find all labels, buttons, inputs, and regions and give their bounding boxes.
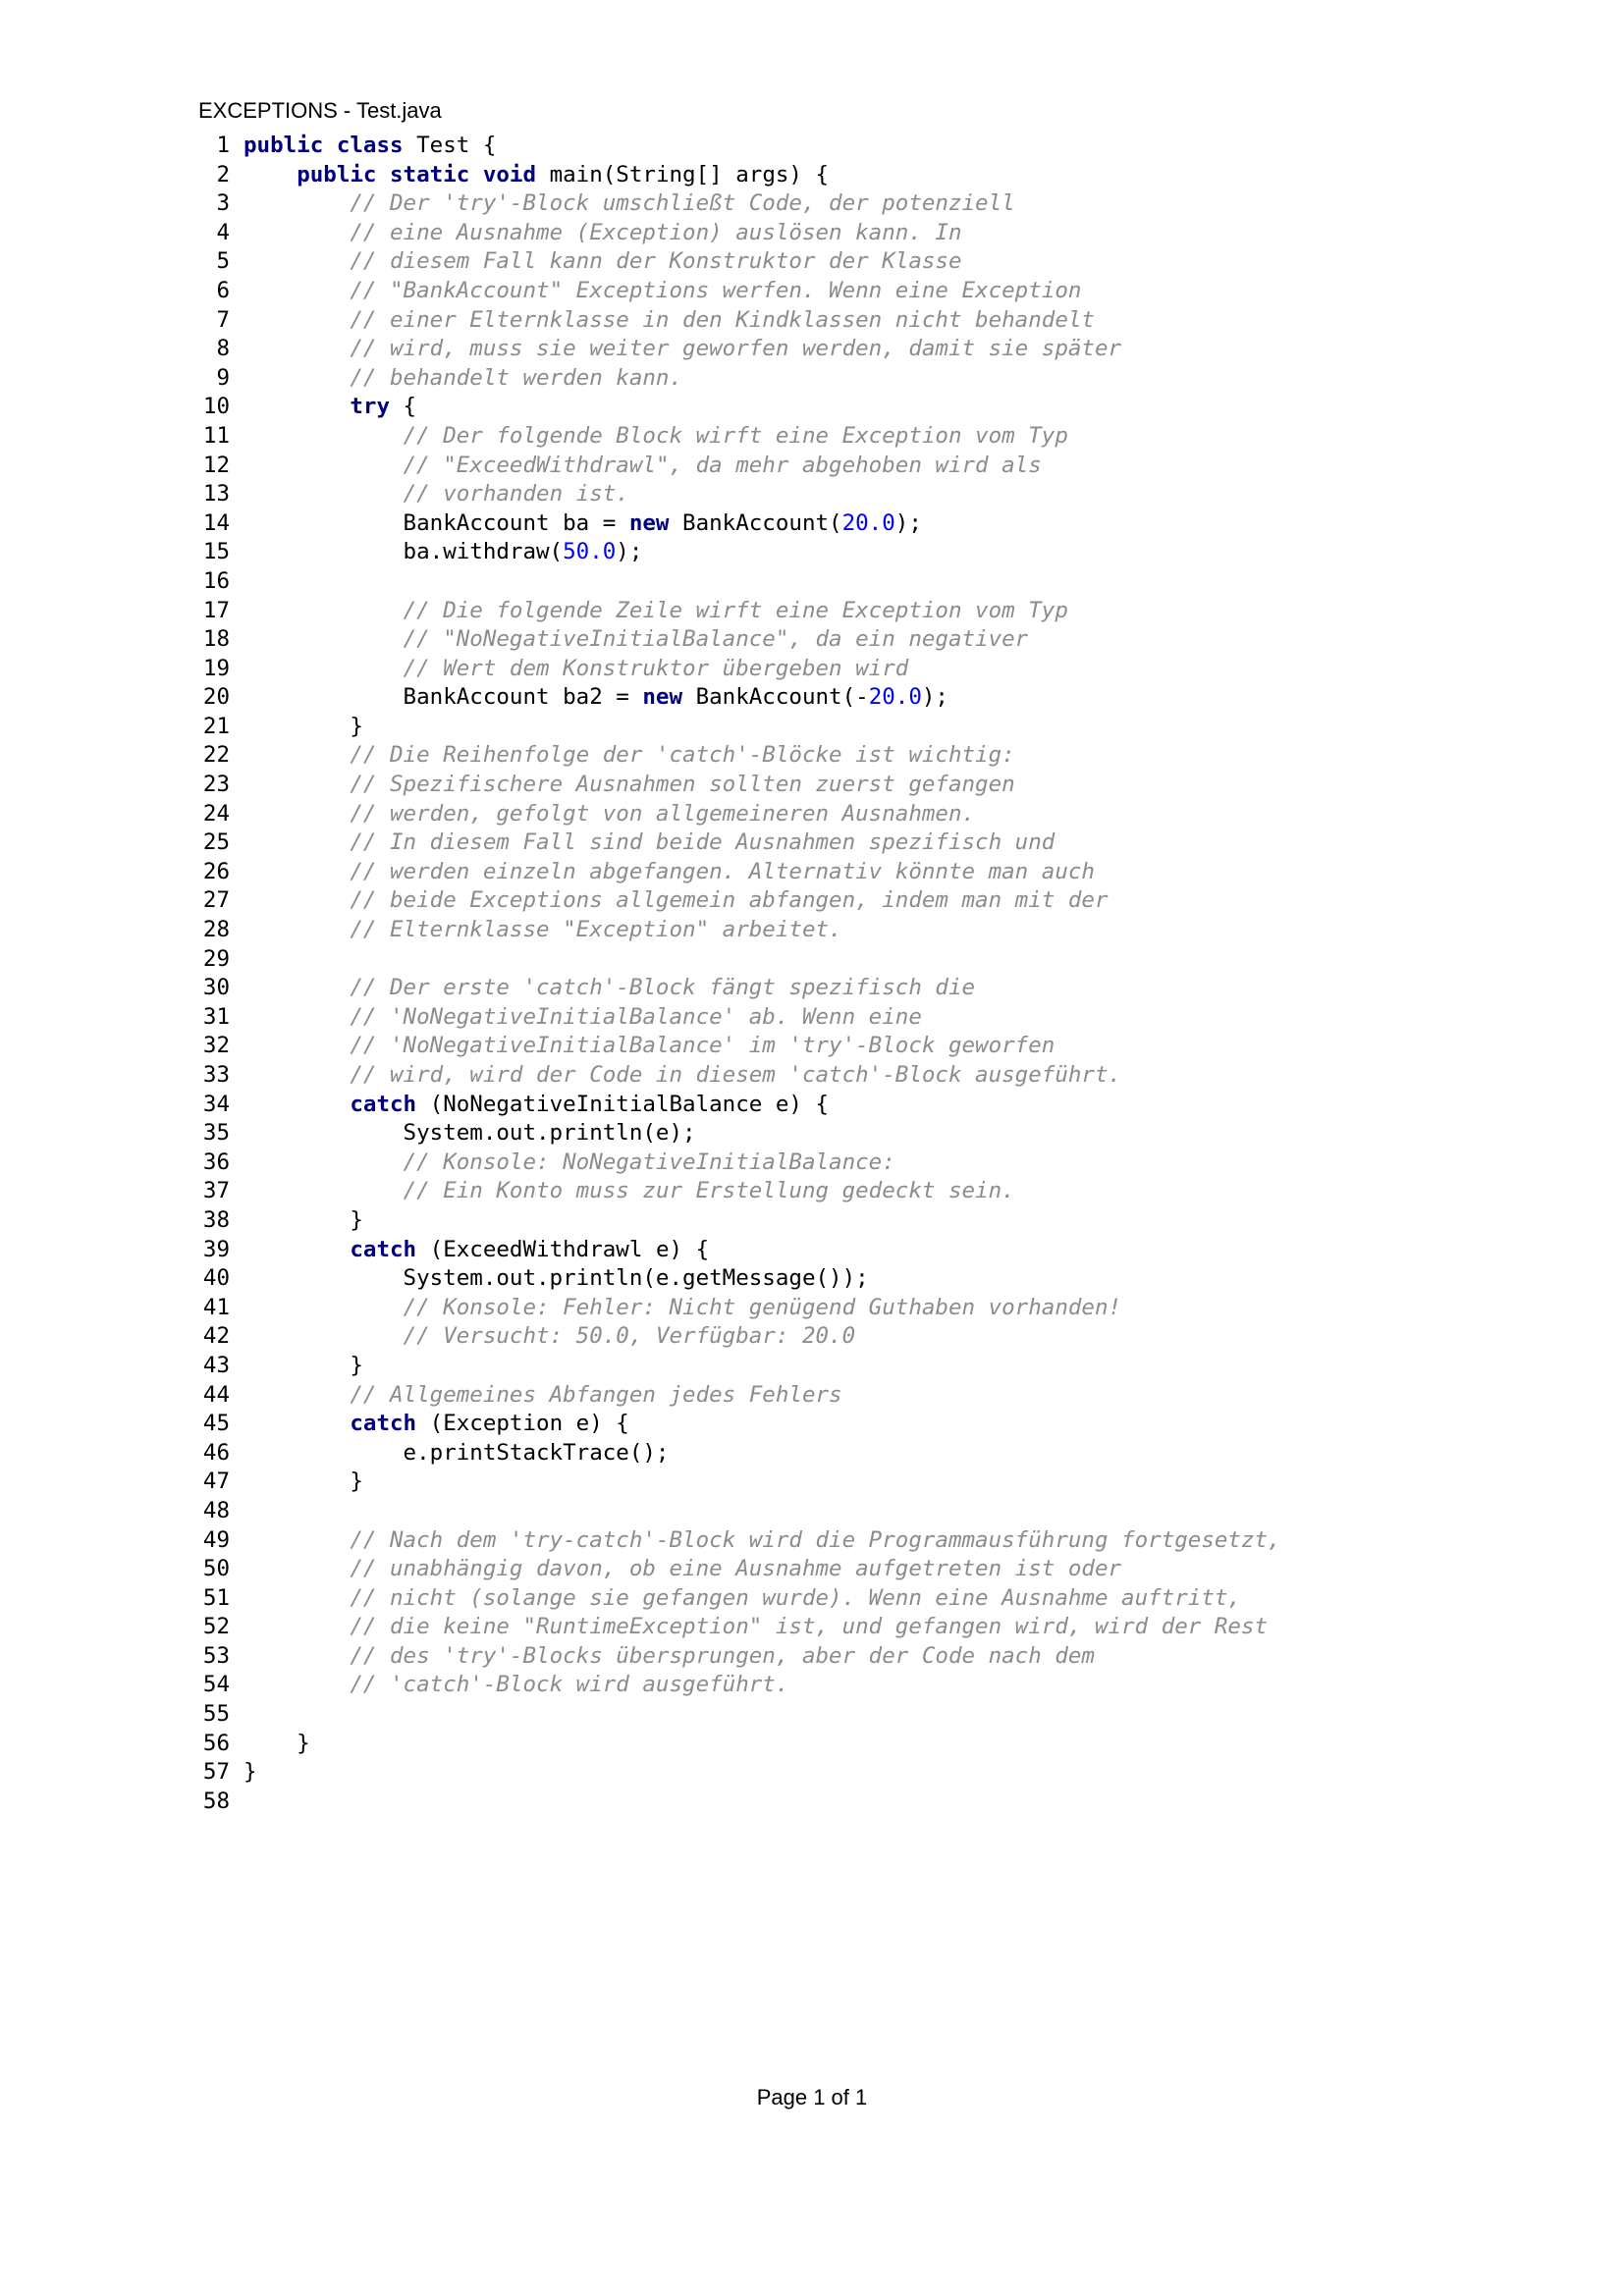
code-listing — [200, 132, 1281, 1816]
code-text: } — [244, 713, 363, 739]
line-number: 31 — [202, 1003, 230, 1030]
code-text: // Der erste 'catch'-Block fängt spezifisch die — [350, 975, 976, 1001]
code-line — [200, 625, 1029, 655]
line-number: 41 — [202, 1294, 230, 1320]
code-text: // des 'try'-Blocks übersprungen, aber der Code nach dem — [350, 1642, 1095, 1669]
line-number: 11 — [202, 422, 230, 449]
line-number: 36 — [202, 1148, 230, 1175]
code-text: // beide Exceptions allgemein abfangen, indem man mit der — [350, 887, 1109, 914]
code-line — [200, 277, 1082, 306]
code-text: // Allgemeines Abfangen jedes Fehlers — [350, 1381, 842, 1408]
line-number: 12 — [202, 452, 230, 478]
code-text: // "BankAccount" Exceptions werfen. Wenn eine Exception — [350, 277, 1082, 303]
code-text: try { — [350, 394, 417, 420]
line-number: 16 — [202, 567, 230, 594]
code-line — [200, 132, 497, 161]
code-text: // Konsole: NoNegativeInitialBalance: — [403, 1148, 895, 1175]
code-line — [200, 597, 1068, 626]
code-line — [200, 1555, 1122, 1584]
code-text: } — [244, 1759, 257, 1786]
code-text: // Elternklasse "Exception" arbeitet. — [350, 917, 842, 943]
line-number: 35 — [202, 1120, 230, 1147]
code-line — [200, 1294, 1122, 1323]
line-number: 55 — [202, 1701, 230, 1728]
code-line — [200, 1758, 257, 1788]
line-number: 37 — [202, 1178, 230, 1204]
code-text: System.out.println(e); — [244, 1120, 696, 1147]
code-line — [200, 364, 683, 394]
code-text: // behandelt werden kann. — [350, 364, 683, 391]
line-number: 47 — [202, 1468, 230, 1495]
line-number: 6 — [216, 277, 230, 303]
code-text: // 'NoNegativeInitialBalance' im 'try'-Block geworfen — [350, 1033, 1056, 1059]
line-number: 56 — [202, 1730, 230, 1756]
line-number: 33 — [202, 1062, 230, 1088]
line-number: 4 — [216, 219, 230, 245]
line-number: 27 — [202, 887, 230, 914]
code-line — [200, 393, 417, 422]
line-number: 38 — [202, 1206, 230, 1233]
line-number: 42 — [202, 1323, 230, 1350]
line-number: 23 — [202, 772, 230, 798]
code-text: // Die folgende Zeile wirft eine Exception vom Typ — [403, 597, 1068, 623]
code-text: // Nach dem 'try-catch'-Block wird die Programmausführung fortgesetzt, — [350, 1526, 1281, 1553]
code-line — [200, 1177, 1015, 1206]
line-number: 45 — [202, 1411, 230, 1437]
code-line — [200, 1148, 895, 1178]
code-line — [200, 219, 962, 248]
code-text: // diesem Fall kann der Konstruktor der Klasse — [350, 248, 962, 275]
line-number: 25 — [202, 829, 230, 856]
code-text: // Ein Konto muss zur Erstellung gedeckt sein. — [403, 1178, 1015, 1204]
code-text: } — [244, 1352, 363, 1378]
code-line — [200, 1642, 1095, 1672]
line-number: 1 — [216, 133, 230, 158]
line-number: 30 — [202, 975, 230, 1001]
code-text: // werden einzeln abgefangen. Alternativ könnte man auch — [350, 858, 1095, 884]
code-line — [200, 945, 230, 975]
code-line — [200, 800, 976, 829]
code-line — [200, 567, 230, 597]
code-text: // Die Reihenfolge der 'catch'-Blöcke ist wichtig: — [350, 742, 1015, 769]
code-text: // 'NoNegativeInitialBalance' ab. Wenn eine — [350, 1003, 922, 1030]
code-line — [200, 1526, 1281, 1556]
line-number: 29 — [202, 945, 230, 972]
code-text: // eine Ausnahme (Exception) auslösen kann. In — [350, 219, 962, 245]
code-text: // einer Elternklasse in den Kindklassen nicht behandelt — [350, 306, 1095, 333]
code-line — [200, 1322, 856, 1352]
code-line — [200, 683, 948, 713]
line-number: 22 — [202, 742, 230, 769]
line-number: 10 — [202, 394, 230, 420]
code-line — [200, 858, 1095, 887]
code-line — [200, 655, 909, 684]
line-number: 19 — [202, 655, 230, 681]
line-number: 44 — [202, 1381, 230, 1408]
line-number: 20 — [202, 684, 230, 711]
code-text: // In diesem Fall sind beide Ausnahmen spezifisch und — [350, 829, 1056, 856]
line-number: 17 — [202, 597, 230, 623]
line-number: 51 — [202, 1584, 230, 1611]
code-line — [200, 247, 962, 277]
line-number: 54 — [202, 1672, 230, 1698]
code-text: } — [244, 1206, 363, 1233]
code-text: // Spezifischere Ausnahmen sollten zuerst gefangen — [350, 772, 1015, 798]
code-line — [200, 1381, 842, 1411]
code-text: // vorhanden ist. — [403, 481, 629, 507]
line-number: 24 — [202, 800, 230, 827]
line-number: 26 — [202, 858, 230, 884]
code-text: System.out.println(e.getMessage()); — [244, 1265, 869, 1292]
code-line — [200, 1439, 670, 1468]
line-number: 58 — [202, 1788, 230, 1814]
code-line — [200, 886, 1109, 916]
line-number: 32 — [202, 1033, 230, 1059]
line-number: 3 — [216, 190, 230, 217]
line-number: 13 — [202, 481, 230, 507]
line-number: 15 — [202, 539, 230, 565]
line-number: 50 — [202, 1556, 230, 1582]
code-line — [200, 1206, 363, 1236]
code-line — [200, 1236, 710, 1265]
code-line — [200, 741, 1015, 771]
code-line — [200, 1352, 363, 1381]
code-line — [200, 1671, 789, 1700]
code-text: // 'catch'-Block wird ausgeführt. — [350, 1672, 789, 1698]
code-line — [200, 1788, 230, 1817]
line-number: 52 — [202, 1614, 230, 1640]
code-line — [200, 422, 1068, 452]
code-line — [200, 1264, 869, 1294]
code-line — [200, 1468, 363, 1497]
code-text: // wird, wird der Code in diesem 'catch'-Block ausgeführt. — [350, 1062, 1122, 1088]
code-text: // Konsole: Fehler: Nicht genügend Guthaben vorhanden! — [403, 1294, 1122, 1320]
line-number: 28 — [202, 917, 230, 943]
line-number: 9 — [216, 364, 230, 391]
line-number: 7 — [216, 306, 230, 333]
line-number: 46 — [202, 1439, 230, 1466]
code-text: // Wert dem Konstruktor übergeben wird — [403, 655, 909, 681]
code-line — [200, 1119, 696, 1148]
code-line — [200, 771, 1015, 800]
code-text: e.printStackTrace(); — [244, 1439, 670, 1466]
code-line — [200, 1032, 1056, 1061]
code-line — [200, 1091, 830, 1120]
code-text: // Der 'try'-Block umschließt Code, der potenziell — [350, 190, 1015, 217]
line-number: 43 — [202, 1352, 230, 1378]
code-line — [200, 161, 830, 190]
code-text: // "ExceedWithdrawl", da mehr abgehoben wird als — [403, 452, 1042, 478]
code-line — [200, 1700, 230, 1730]
line-number: 8 — [216, 336, 230, 362]
code-line — [200, 1003, 922, 1033]
code-line — [200, 1584, 1241, 1614]
code-text: // Versucht: 50.0, Verfügbar: 20.0 — [403, 1323, 856, 1350]
code-line — [200, 974, 976, 1003]
code-text: // Der folgende Block wirft eine Exception vom Typ — [403, 422, 1068, 449]
code-text: // "NoNegativeInitialBalance", da ein negativer — [403, 626, 1029, 653]
code-line — [200, 509, 922, 539]
line-number: 49 — [202, 1526, 230, 1553]
line-number: 48 — [202, 1497, 230, 1523]
code-line — [200, 335, 1122, 364]
code-text: public class Test { — [244, 133, 497, 158]
line-number: 2 — [216, 161, 230, 187]
page-number: Page 1 of 1 — [756, 2085, 868, 2109]
code-text: // nicht (solange sie gefangen wurde). Wenn eine Ausnahme auftritt, — [350, 1584, 1241, 1611]
code-text: // wird, muss sie weiter geworfen werden, damit sie später — [350, 336, 1122, 362]
line-number: 40 — [202, 1265, 230, 1292]
code-line — [200, 1613, 1269, 1642]
code-text: catch (Exception e) { — [350, 1411, 629, 1437]
code-line — [200, 916, 842, 945]
code-line — [200, 1410, 629, 1439]
line-number: 39 — [202, 1236, 230, 1262]
code-line — [200, 1497, 230, 1526]
code-text: BankAccount ba2 = new BankAccount(-20.0); — [244, 684, 948, 711]
code-text: // die keine "RuntimeException" ist, und gefangen wird, wird der Rest — [350, 1614, 1269, 1640]
line-number: 53 — [202, 1642, 230, 1669]
code-line — [200, 1061, 1122, 1091]
code-line — [200, 713, 363, 742]
code-line — [200, 1730, 310, 1759]
document-title: EXCEPTIONS - Test.java — [198, 98, 442, 123]
code-text: catch (ExceedWithdrawl e) { — [350, 1236, 710, 1262]
line-number: 14 — [202, 509, 230, 536]
code-text: } — [244, 1468, 363, 1495]
code-line — [200, 452, 1042, 481]
code-line — [200, 538, 643, 567]
code-text: public static void main(String[] args) { — [297, 161, 830, 187]
code-line — [200, 480, 629, 509]
line-number: 34 — [202, 1091, 230, 1117]
code-text: BankAccount ba = new BankAccount(20.0); — [244, 509, 922, 536]
code-line — [200, 306, 1095, 336]
line-number: 5 — [216, 248, 230, 275]
line-number: 18 — [202, 626, 230, 653]
line-number: 21 — [202, 713, 230, 739]
code-line — [200, 828, 1056, 858]
line-number: 57 — [202, 1759, 230, 1786]
code-line — [200, 189, 1015, 219]
code-text: // unabhängig davon, ob eine Ausnahme aufgetreten ist oder — [350, 1556, 1122, 1582]
code-text: // werden, gefolgt von allgemeineren Ausnahmen. — [350, 800, 976, 827]
code-text: catch (NoNegativeInitialBalance e) { — [350, 1091, 830, 1117]
code-text: } — [244, 1730, 310, 1756]
code-text: ba.withdraw(50.0); — [244, 539, 643, 565]
